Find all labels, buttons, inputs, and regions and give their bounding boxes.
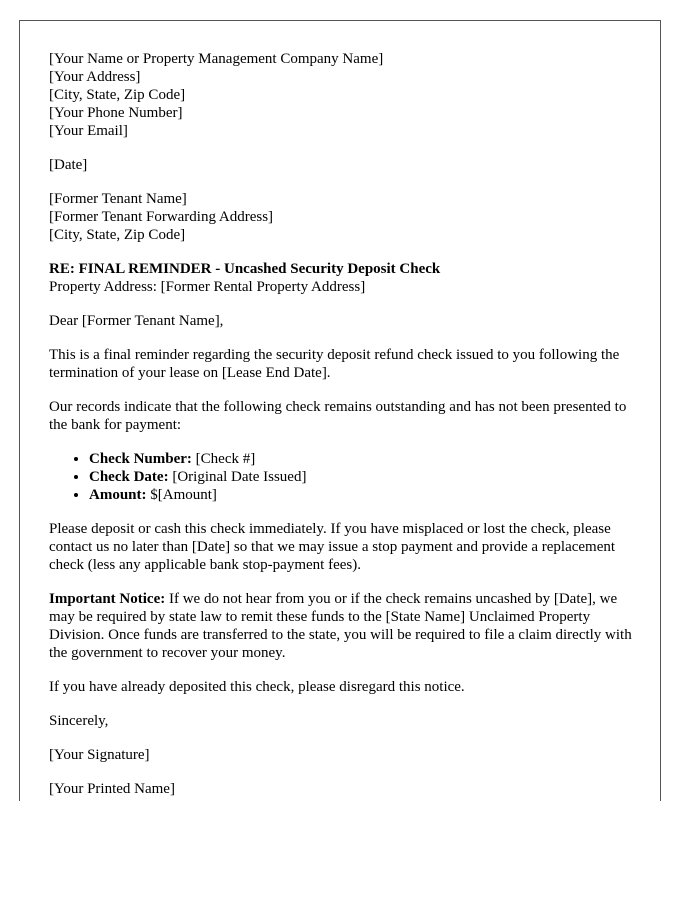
recipient-block [49, 190, 639, 244]
amount-label: Amount: [89, 487, 147, 503]
amount-value: $[Amount] [146, 487, 217, 503]
check-details-list [49, 450, 639, 504]
list-item [89, 450, 639, 468]
recipient-city-state-zip: [City, State, Zip Code] [49, 227, 186, 243]
intro-paragraph: This is a final reminder regarding the security deposit refund check issued to you following the termination of your lease on [Lease End Date]. [49, 347, 620, 381]
letter-date: [Date] [49, 157, 88, 173]
check-date-label: Check Date: [89, 469, 169, 485]
sender-phone: [Your Phone Number] [49, 105, 183, 121]
deposit-request-paragraph: Please deposit or cash this check immediately. If you have misplaced or lost the check, please contact us no later than [Date] so that we may issue a stop payment and provide a replacement check (less any applicable bank stop-payment fees). [49, 521, 616, 573]
records-paragraph: Our records indicate that the following check remains outstanding and has not been presented to the bank for payment: [49, 399, 627, 433]
signature: [Your Signature] [49, 747, 150, 763]
list-item [89, 468, 639, 486]
disregard-paragraph: If you have already deposited this check, please disregard this notice. [49, 679, 465, 695]
recipient-name: [Former Tenant Name] [49, 191, 187, 207]
letter-content [49, 50, 639, 801]
check-number-value: [Check #] [191, 451, 256, 467]
sender-block [49, 50, 639, 140]
important-notice-label: Important Notice: [49, 591, 166, 607]
check-number-label: Check Number: [89, 451, 192, 467]
subject-property-line: Property Address: [Former Rental Property Address] [49, 279, 366, 295]
sender-address: [Your Address] [49, 69, 141, 85]
sender-city-state-zip: [City, State, Zip Code] [49, 87, 186, 103]
valediction: Sincerely, [49, 713, 109, 729]
recipient-address: [Former Tenant Forwarding Address] [49, 209, 274, 225]
letter-page [19, 20, 661, 801]
printed-name: [Your Printed Name] [49, 781, 175, 797]
list-item [89, 486, 639, 504]
important-notice-text: If we do not hear from you or if the check remains uncashed by [Date], we may be required by state law to remit these funds to the [State Name] Unclaimed Property Division. Once funds are transferred to the state, you will be required to file a claim directly with the government to recover your money. [49, 591, 632, 661]
sender-email: [Your Email] [49, 123, 128, 139]
subject-re-line: RE: FINAL REMINDER - Uncashed Security Deposit Check [49, 261, 441, 277]
sender-name: [Your Name or Property Management Company Name] [49, 51, 384, 67]
important-notice-paragraph [49, 590, 639, 662]
salutation: Dear [Former Tenant Name], [49, 313, 224, 329]
check-date-value: [Original Date Issued] [168, 469, 307, 485]
subject-block [49, 260, 639, 296]
